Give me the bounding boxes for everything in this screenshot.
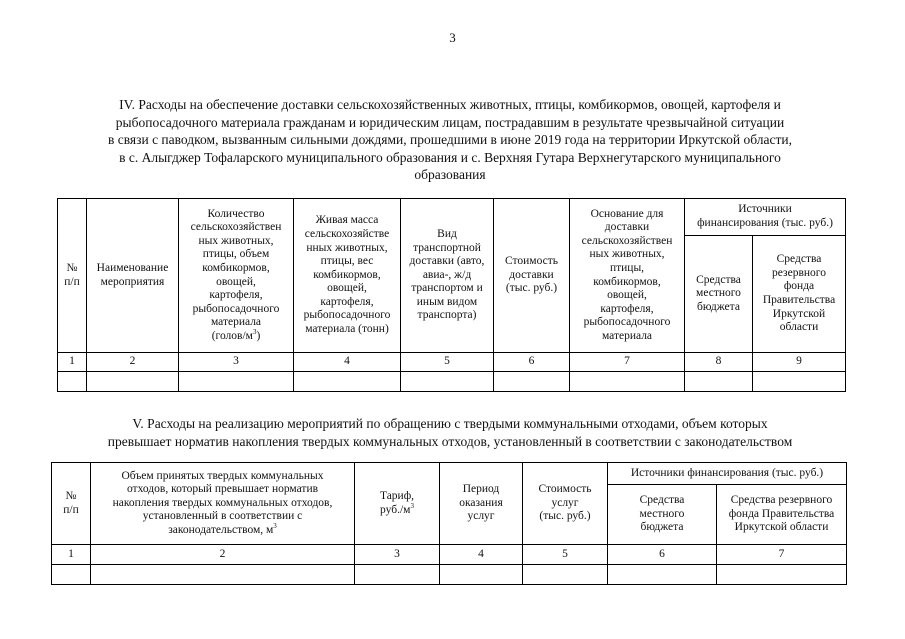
header-sources: Источники финансирования (тыс. руб.) [685, 199, 846, 236]
table-row [52, 545, 847, 565]
header-period: Период оказания услуг [440, 463, 523, 545]
empty-cell [523, 565, 608, 585]
header-cost: Стоимость услуг (тыс. руб.) [523, 463, 608, 545]
empty-cell [91, 565, 355, 585]
empty-cell [685, 372, 753, 392]
section-5-table [51, 462, 847, 585]
header-tariff: Тариф, $руб./м^3$ [355, 463, 440, 545]
empty-cell [608, 565, 717, 585]
column-number: 9 [753, 353, 846, 372]
empty-cell [355, 565, 440, 585]
column-number: 1 [58, 353, 87, 372]
empty-cell [294, 372, 401, 392]
header-local-budget: Средства местного бюджета [608, 485, 717, 545]
column-number: 8 [685, 353, 753, 372]
table-row [58, 372, 846, 392]
table-row [52, 565, 847, 585]
header-num: № п/п [52, 463, 91, 545]
section-5-title: V. Расходы на реализацию мероприятий по обращению с твердыми коммунальными отходами, объем которых превышает норматив накопления твердых коммунальных отходов, установленный в соответствии с законодательством [107, 416, 793, 449]
header-quantity: Количество сельскохозяйствен ных животных, птицы, объем комбикормов, овощей, картофеля, рыбопосадочного материала $(голов/м^3)$ [179, 199, 294, 353]
column-number: 5 [523, 545, 608, 565]
empty-cell [717, 565, 847, 585]
header-cost: Стоимость доставки (тыс. руб.) [494, 199, 570, 353]
header-volume: Объем принятых твердых коммунальных отходов, который превышает норматив накопления твердых коммунальных отходов, установленный в соответствии с законодательством, $м^3$ [91, 463, 355, 545]
column-number: 4 [440, 545, 523, 565]
column-number: 4 [294, 353, 401, 372]
column-number: 1 [52, 545, 91, 565]
header-live-weight: Живая масса сельскохозяйстве нных животных, птицы, вес комбикормов, овощей, картофеля, рыбопосадочного материала (тонн) [294, 199, 401, 353]
header-transport: Вид транспортной доставки (авто, авиа-, ж/д транспортом и иным видом транспорта) [401, 199, 494, 353]
column-number: 7 [570, 353, 685, 372]
empty-cell [179, 372, 294, 392]
header-reserve-fund: Средства резервного фонда Правительства Иркутской области [753, 236, 846, 353]
column-number: 3 [355, 545, 440, 565]
section-4-table [57, 198, 846, 392]
empty-cell [440, 565, 523, 585]
column-number: 7 [717, 545, 847, 565]
header-name: Наименование мероприятия [87, 199, 179, 353]
empty-cell [52, 565, 91, 585]
column-number: 3 [179, 353, 294, 372]
table-row [58, 353, 846, 372]
header-reserve-fund: Средства резервного фонда Правительства Иркутской области [717, 485, 847, 545]
header-num: № п/п [58, 199, 87, 353]
column-number: 5 [401, 353, 494, 372]
header-basis: Основание для доставки сельскохозяйствен ных животных, птицы, комбикормов, овощей, картофеля, рыбопосадочного материала [570, 199, 685, 353]
page-number: 3 [449, 30, 456, 45]
empty-cell [753, 372, 846, 392]
empty-cell [570, 372, 685, 392]
empty-cell [494, 372, 570, 392]
empty-cell [58, 372, 87, 392]
column-number: 2 [91, 545, 355, 565]
column-number: 6 [494, 353, 570, 372]
column-number: 6 [608, 545, 717, 565]
empty-cell [401, 372, 494, 392]
column-number: 2 [87, 353, 179, 372]
section-4-title: IV. Расходы на обеспечение доставки сельскохозяйственных животных, птицы, комбикормов, овощей, картофеля и рыбопосадочного материала гражданам и юридическим лицам, пострадавшим в результате чрезвычайной ситуации в связи с паводком, вызванным сильными дождями, прошедшими в июне 2019 года на территории Иркутской области, в с. Алыгджер Тофаларского муниципального образования и с. Верхняя Гутара Верхнегутарского муниципального образования [107, 97, 793, 182]
header-local-budget: Средства местного бюджета [685, 236, 753, 353]
empty-cell [87, 372, 179, 392]
header-sources: Источники финансирования (тыс. руб.) [608, 463, 847, 485]
